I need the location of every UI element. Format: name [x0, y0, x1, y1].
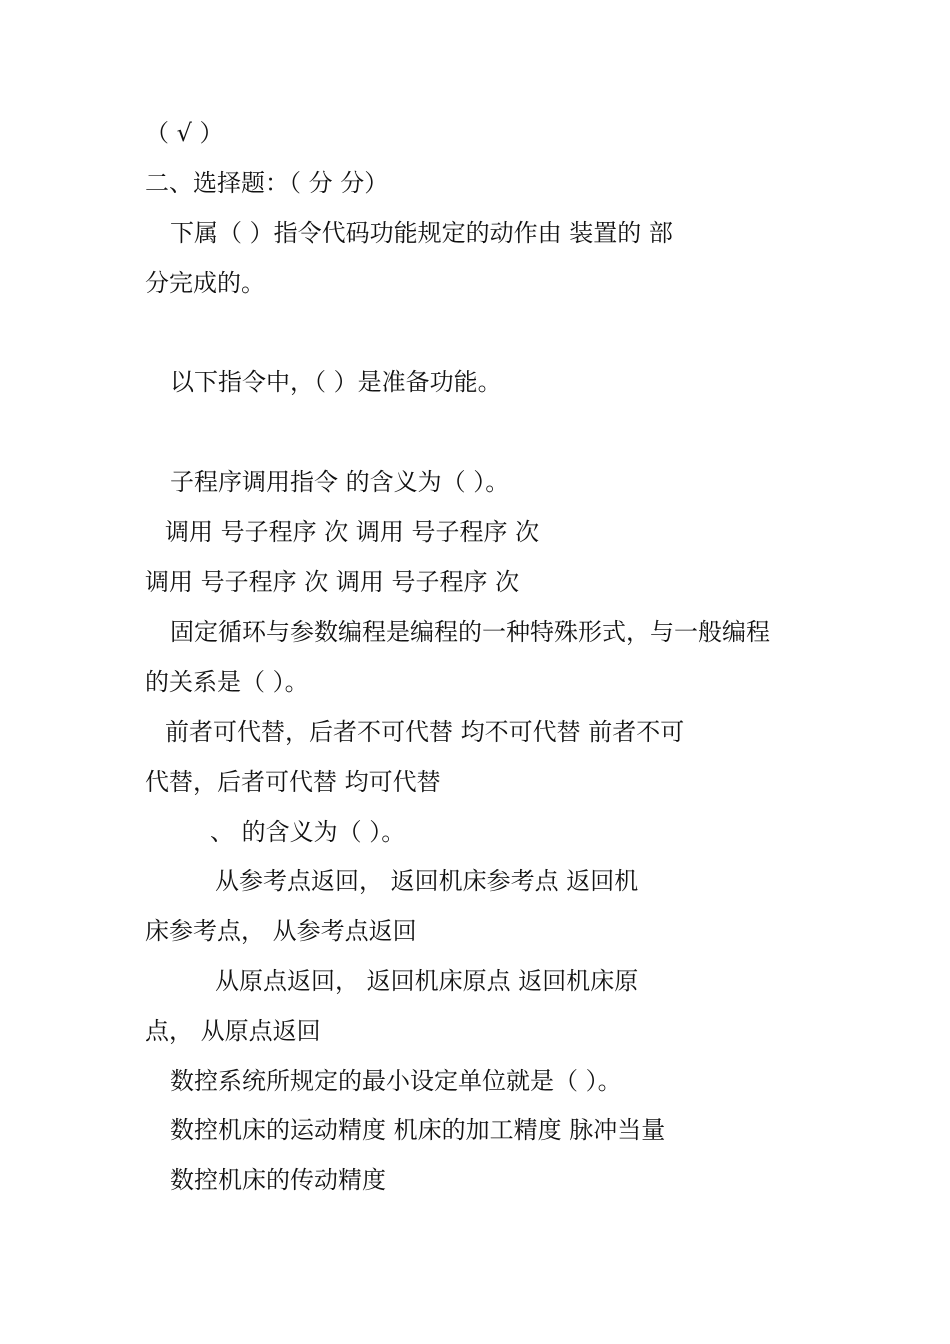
question-line: 的关系是（ ）。	[145, 668, 309, 696]
question-line: 、 的含义为（ ）。	[210, 818, 406, 846]
option-line: 数控机床的运动精度 机床的加工精度 脉冲当量	[170, 1116, 666, 1144]
answer-mark: （ √ ）	[145, 119, 224, 147]
question-line: 子程序调用指令 的含义为（ ）。	[170, 468, 510, 496]
option-line: 调用 号子程序 次 调用 号子程序 次	[145, 568, 520, 596]
option-line: 从原点返回， 返回机床原点 返回机床原	[215, 967, 639, 995]
section-heading: 二、选择题：（ 分 分）	[145, 169, 389, 197]
option-line: 点， 从原点返回	[145, 1017, 321, 1045]
option-line: 代替，后者可代替 均可代替	[145, 768, 441, 796]
option-line: 数控机床的传动精度	[170, 1166, 386, 1194]
question-line: 下属（ ）指令代码功能规定的动作由 装置的 部	[170, 219, 673, 247]
option-line: 调用 号子程序 次 调用 号子程序 次	[165, 518, 540, 546]
question-line: 以下指令中，（ ）是准备功能。	[170, 368, 502, 396]
option-line: 床参考点， 从参考点返回	[145, 917, 417, 945]
question-line: 数控系统所规定的最小设定单位就是（ ）。	[170, 1067, 622, 1095]
option-line: 前者可代替，后者不可代替 均不可代替 前者不可	[165, 718, 685, 746]
question-line: 分完成的。	[145, 269, 265, 297]
option-line: 从参考点返回， 返回机床参考点 返回机	[215, 867, 639, 895]
question-line: 固定循环与参数编程是编程的一种特殊形式，与一般编程	[170, 618, 770, 646]
